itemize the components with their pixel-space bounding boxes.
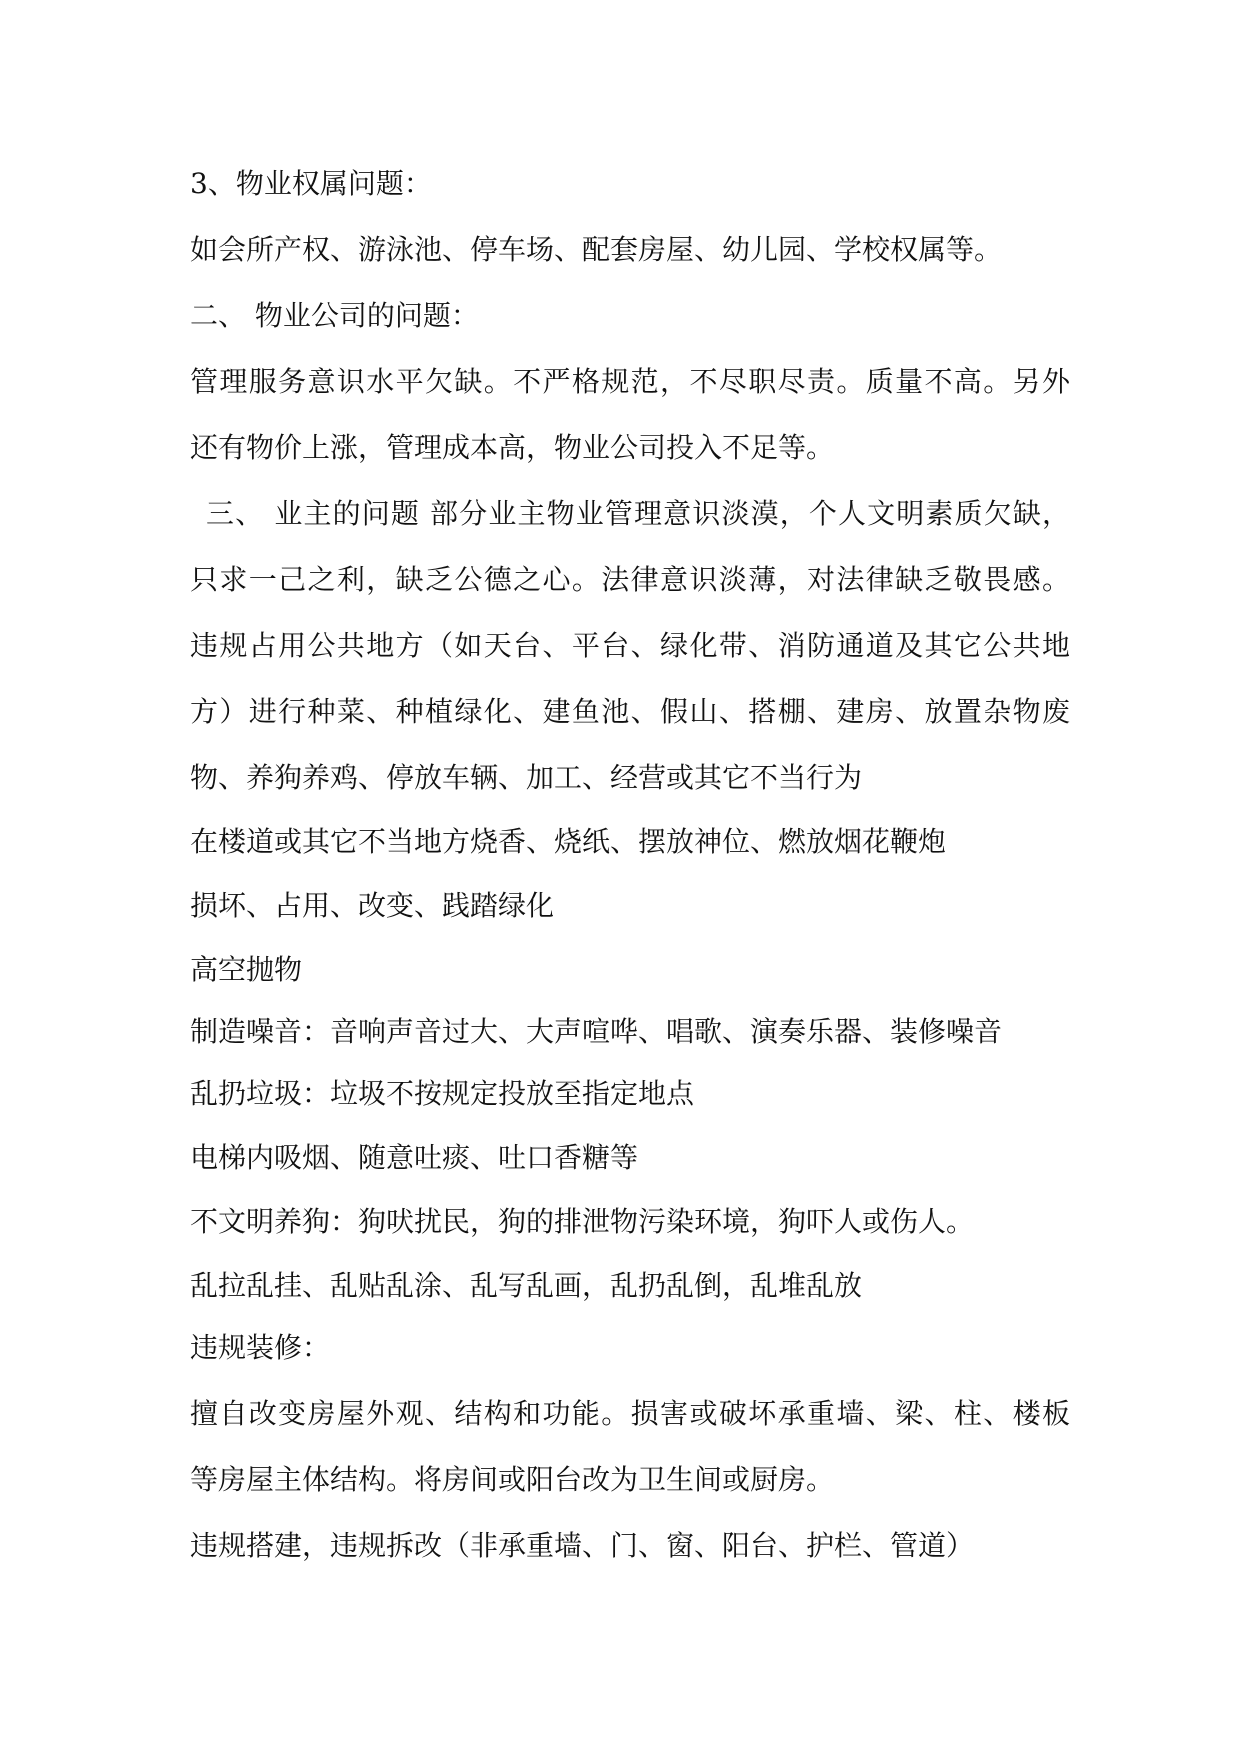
paragraph-line: 如会所产权、游泳池、停车场、配套房屋、幼儿园、学校权属等。 bbox=[190, 233, 1003, 266]
paragraph-line: 只求一己之利，缺乏公德之心。法律意识淡薄，对法律缺乏敬畏感。 bbox=[190, 563, 1070, 596]
paragraph-line: 违规搭建，违规拆改（非承重墙、门、窗、阳台、护栏、管道） bbox=[190, 1529, 975, 1562]
list-item: 电梯内吸烟、随意吐痰、吐口香糖等 bbox=[190, 1141, 639, 1174]
paragraph-line: 方）进行种菜、种植绿化、建鱼池、假山、搭棚、建房、放置杂物废 bbox=[190, 695, 1070, 728]
list-item: 乱扔垃圾：垃圾不按规定投放至指定地点 bbox=[190, 1077, 695, 1110]
list-item: 损坏、占用、改变、践踏绿化 bbox=[190, 889, 555, 922]
list-item: 在楼道或其它不当地方烧香、烧纸、摆放神位、燃放烟花鞭炮 bbox=[190, 825, 947, 858]
paragraph-line: 物、养狗养鸡、停放车辆、加工、经营或其它不当行为 bbox=[190, 761, 863, 794]
list-item: 乱拉乱挂、乱贴乱涂、乱写乱画，乱扔乱倒，乱堆乱放 bbox=[190, 1269, 863, 1302]
paragraph-line: 管理服务意识水平欠缺。不严格规范，不尽职尽责。质量不高。另外 bbox=[190, 365, 1070, 398]
list-item: 高空抛物 bbox=[190, 953, 303, 986]
heading-illegal-renovation: 违规装修： bbox=[190, 1331, 331, 1364]
heading-property-ownership: 3、物业权属问题： bbox=[190, 167, 432, 200]
paragraph-line: 等房屋主体结构。将房间或阳台改为卫生间或厨房。 bbox=[190, 1463, 835, 1496]
paragraph-line: 还有物价上涨，管理成本高，物业公司投入不足等。 bbox=[190, 431, 835, 464]
heading-owner-issues: 三、 业主的问题 部分业主物业管理意识淡漠，个人文明素质欠缺， bbox=[206, 497, 1070, 530]
list-item: 不文明养狗：狗吠扰民，狗的排泄物污染环境，狗吓人或伤人。 bbox=[190, 1205, 975, 1238]
paragraph-line: 擅自改变房屋外观、结构和功能。损害或破坏承重墙、梁、柱、楼板 bbox=[190, 1397, 1070, 1430]
list-item: 制造噪音：音响声音过大、大声喧哗、唱歌、演奏乐器、装修噪音 bbox=[190, 1015, 1003, 1048]
paragraph-line: 违规占用公共地方（如天台、平台、绿化带、消防通道及其它公共地 bbox=[190, 629, 1070, 662]
heading-property-company: 二、 物业公司的问题： bbox=[190, 299, 479, 332]
